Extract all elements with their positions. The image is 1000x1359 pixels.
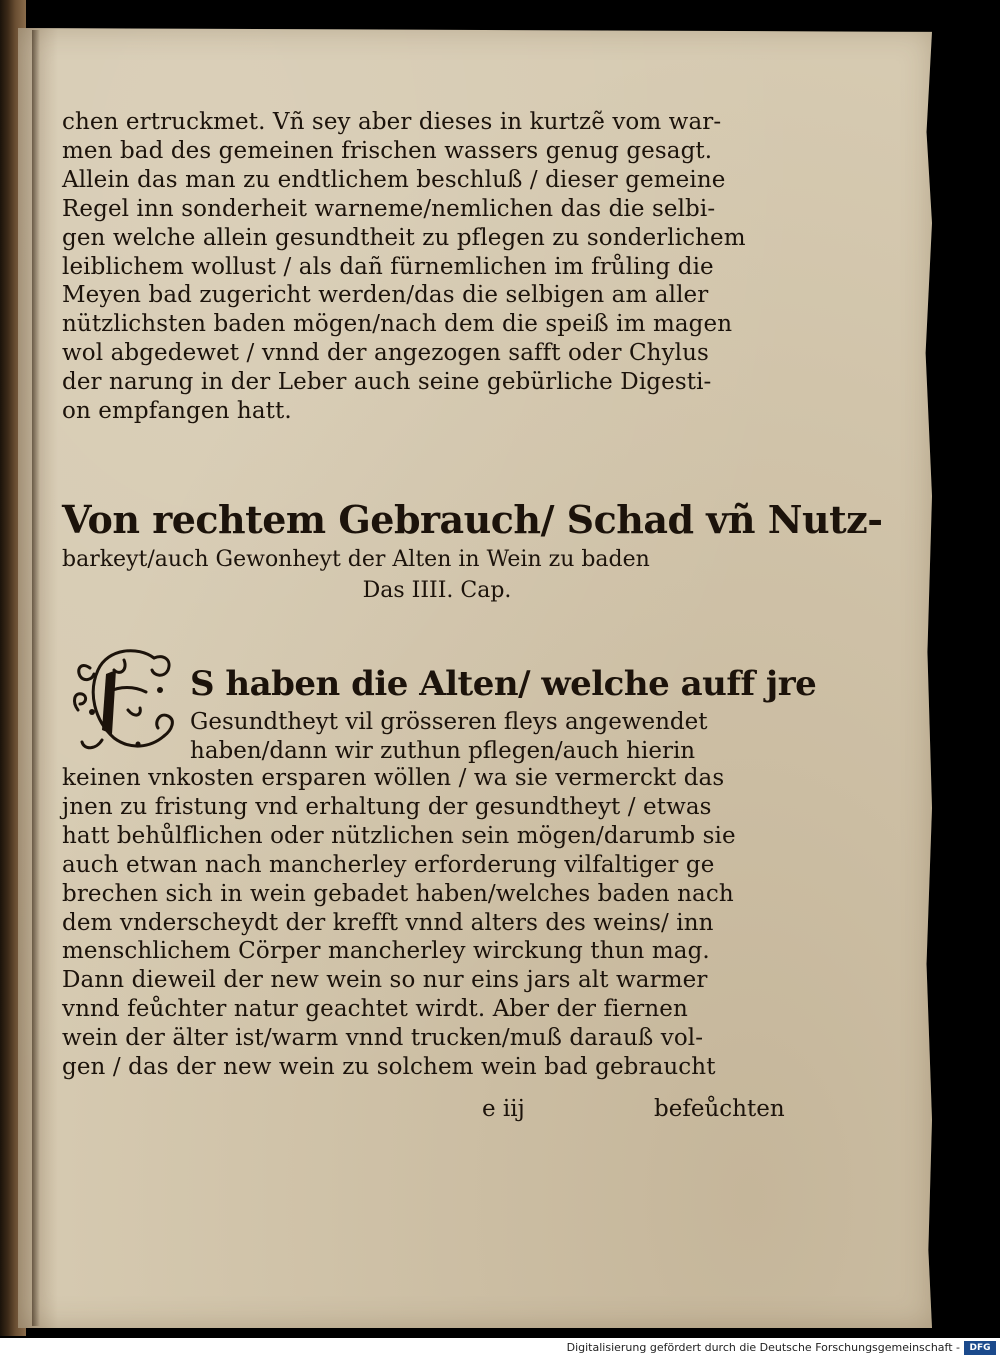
funding-credit: Digitalisierung gefördert durch die Deutsche Forschungsgemeinschaft - (566, 1341, 960, 1354)
text-line: wol abgedewet / vnnd der angezogen safft oder Chylus (62, 340, 709, 367)
text-line: men bad des gemeinen frischen wassers genug gesagt. (62, 137, 713, 164)
text-line: vnnd feůchter natur geachtet wirdt. Aber der fiernen (62, 996, 688, 1023)
text-line: chen ertruckmet. Vñ sey aber dieses in kurtzẽ vom war- (62, 109, 722, 135)
text-line: auch etwan nach mancherley erforderung vilfaltiger ge (62, 851, 715, 878)
chapter-heading-line-1: Von rechtem Gebrauch/ Schad vñ Nutz- (62, 497, 883, 542)
text-line: jnen zu fristung vnd erhaltung der gesundtheyt / etwas (62, 793, 712, 820)
text-line: Gesundtheyt vil grösseren fleys angewendet (190, 709, 708, 735)
signature-mark: e iij (482, 1096, 525, 1122)
dfg-logo-icon: DFG (964, 1341, 996, 1355)
text-line: hatt behůlflichen oder nützlichen sein mögen/darumb sie (62, 822, 736, 849)
text-line: menschlichem Cörper mancherley wirckung thun mag. (62, 938, 710, 965)
opening-line-large: S haben die Alten/ welche auff jre (190, 664, 817, 704)
opening-lines (190, 660, 817, 766)
text-line: wein der älter ist/warm vnnd trucken/muß darauß vol- (62, 1025, 704, 1052)
text-line: haben/dann wir zuthun pflegen/auch hierin (190, 737, 696, 764)
chapter-heading-line-2: barkeyt/auch Gewonheyt der Alten in Wein zu baden (62, 547, 650, 572)
text-line: Dann dieweil der new wein so nur eins jars alt warmer (62, 967, 708, 994)
text-line: gen / das der new wein zu solchem wein bad gebraucht (62, 1054, 716, 1081)
text-line: Allein das man zu endtlichem beschluß / dieser gemeine (62, 166, 726, 193)
lower-paragraph (62, 764, 752, 1082)
text-line: der narung in der Leber auch seine gebürliche Digesti- (62, 369, 712, 396)
chapter-heading (62, 496, 883, 606)
text-line: keinen vnkosten ersparen wöllen / wa sie vermerckt das (62, 765, 725, 791)
chapter-number: Das IIII. Cap. (362, 578, 512, 603)
text-line: on empfangen hatt. (62, 398, 292, 425)
funding-footer (0, 1338, 1000, 1359)
text-line: Meyen bad zugericht werden/das die selbigen am aller (62, 282, 709, 309)
decorated-initial-icon (68, 640, 180, 756)
text-line: dem vnderscheydt der krefft vnnd alters des weins/ inn (62, 909, 714, 936)
catchword: befeůchten (654, 1096, 785, 1122)
text-line: Regel inn sonderheit warneme/nemlichen das die selbi- (62, 195, 716, 222)
text-line: nützlichsten baden mögen/nach dem die speiß im magen (62, 311, 733, 338)
upper-paragraph (62, 108, 752, 426)
gutter-shadow (32, 30, 40, 1326)
text-line: leiblichem wollust / als dañ fürnemlichen im frůling die (62, 253, 714, 280)
text-line: brechen sich in wein gebadet haben/welches baden nach (62, 880, 734, 907)
page-foot (62, 1096, 785, 1126)
text-line: gen welche allein gesundtheit zu pflegen zu sonderlichem (62, 224, 746, 251)
